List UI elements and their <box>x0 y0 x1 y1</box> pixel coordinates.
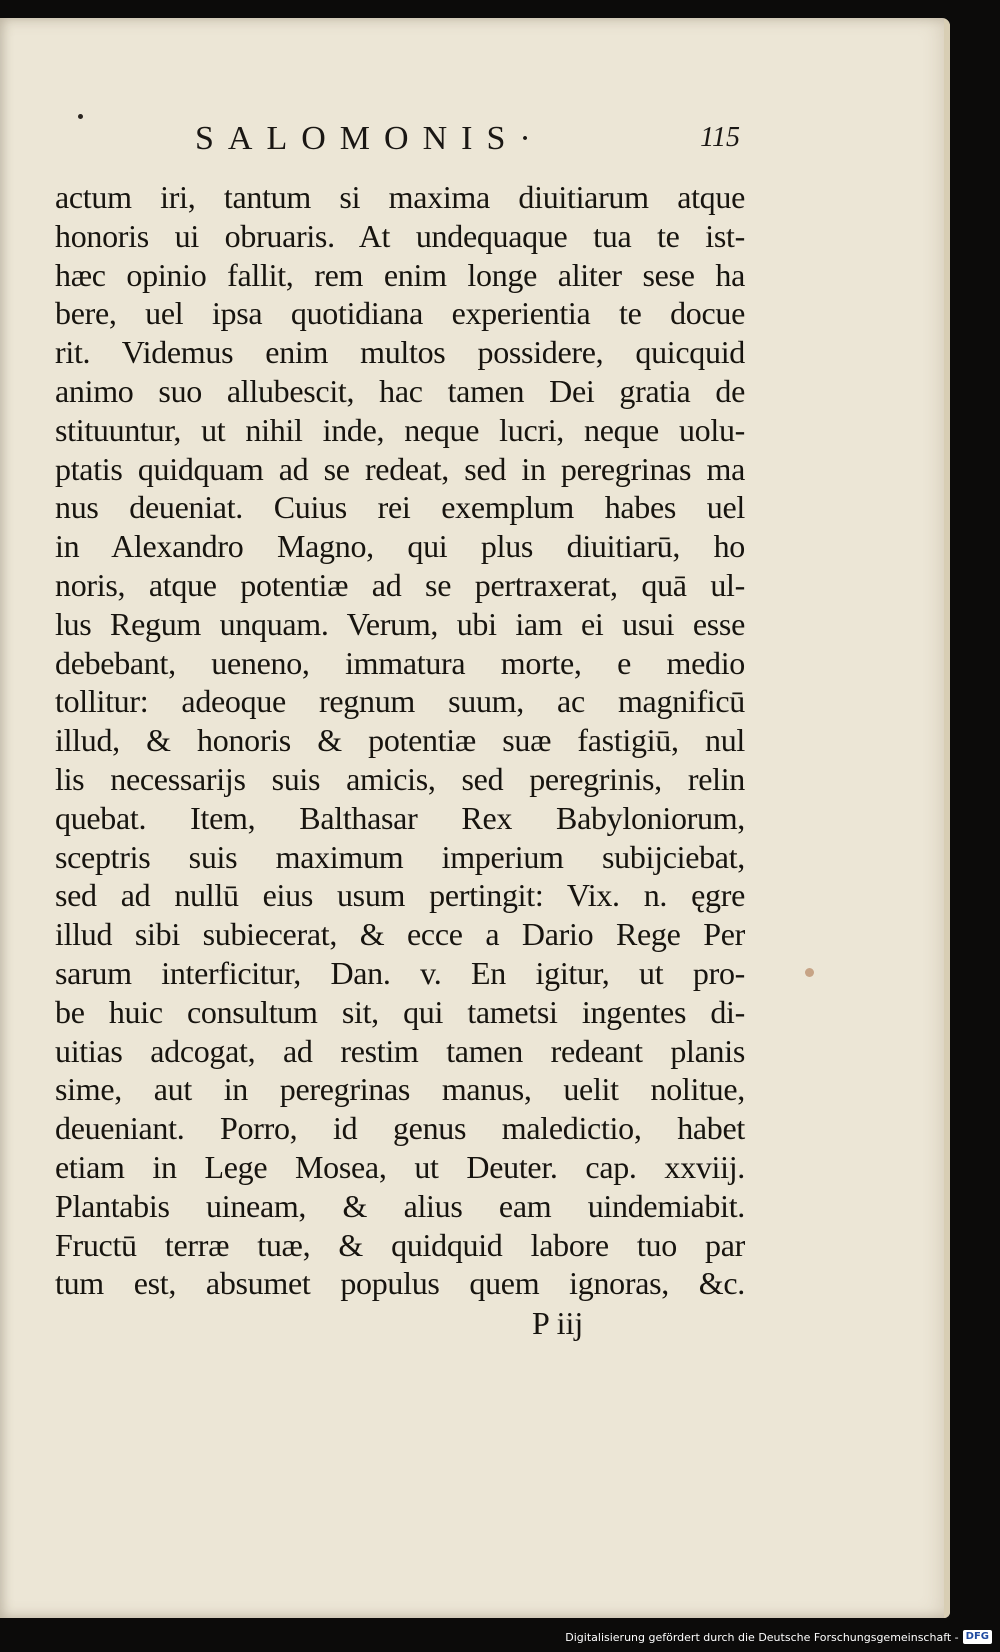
text-line: deueniant. Porro, id genus maledictio, habet <box>55 1110 745 1147</box>
text-line: noris, atque potentiæ ad se pertraxerat, quā ul- <box>55 566 745 603</box>
text-line: animo suo allubescit, hac tamen Dei gratia de <box>55 372 745 409</box>
text-line: uitias adcogat, ad restim tamen redeant planis <box>55 1032 745 1069</box>
text-line: sime, aut in peregrinas manus, uelit nolitue, <box>55 1071 745 1108</box>
text-line: rit. Videmus enim multos possidere, quicquid <box>55 334 745 371</box>
text-line: ptatis quidquam ad se redeat, sed in peregrinas ma <box>55 450 745 487</box>
text-line: etiam in Lege Mosea, ut Deuter. cap. xxviij. <box>55 1148 745 1185</box>
text-line: illud sibi subiecerat, & ecce a Dario Rege Per <box>55 916 745 953</box>
running-head-title: SALOMONIS· <box>195 120 545 157</box>
text-line: sed ad nullū eius usum pertingit: Vix. n. ęgre <box>55 877 745 914</box>
text-line: lis necessarijs suis amicis, sed peregrinis, relin <box>55 760 745 797</box>
text-line: quebat. Item, Balthasar Rex Babyloniorum, <box>55 799 745 836</box>
text-line: hæc opinio fallit, rem enim longe aliter sese ha <box>55 256 745 293</box>
text-line: tollitur: adeoque regnum suum, ac magnificū <box>55 683 745 720</box>
text-line: actum iri, tantum si maxima diuitiarum atque <box>55 179 745 215</box>
text-line: sceptris suis maximum imperium subijciebat, <box>55 838 745 875</box>
body-text <box>55 178 745 1303</box>
book-page <box>0 18 950 1618</box>
text-line: in Alexandro Magno, qui plus diuitiarū, ho <box>55 528 745 565</box>
text-line: debebant, ueneno, immatura morte, e medio <box>55 644 745 681</box>
dfg-logo: DFG <box>963 1630 992 1644</box>
text-line: tum est, absumet populus quem ignoras, &c. <box>55 1265 745 1302</box>
digitization-credit <box>565 1628 992 1646</box>
text-line: Fructū terræ tuæ, & quidquid labore tuo par <box>55 1226 745 1263</box>
text-line: Plantabis uineam, & alius eam uindemiabit. <box>55 1187 745 1224</box>
text-line: be huic consultum sit, qui tametsi ingentes di- <box>55 993 745 1030</box>
credit-text: Digitalisierung gefördert durch die Deutsche Forschungsgemeinschaft - <box>565 1630 959 1644</box>
foxing-spot <box>805 968 814 977</box>
text-line: sarum interficitur, Dan. v. En igitur, ut pro- <box>55 954 745 991</box>
text-line: illud, & honoris & potentiæ suæ fastigiū, nul <box>55 722 745 759</box>
running-head <box>195 110 740 168</box>
text-line: lus Regum unquam. Verum, ubi iam ei usui esse <box>55 605 745 642</box>
text-line: honoris ui obruaris. At undequaque tua te ist- <box>55 217 745 254</box>
text-line: nus deueniat. Cuius rei exemplum habes uel <box>55 489 745 526</box>
page-number: 115 <box>700 122 740 153</box>
signature-mark: P iij <box>532 1305 584 1341</box>
text-line: stituuntur, ut nihil inde, neque lucri, neque uolu- <box>55 411 745 448</box>
ink-speck <box>78 114 83 119</box>
text-line: bere, uel ipsa quotidiana experientia te docue <box>55 295 745 332</box>
